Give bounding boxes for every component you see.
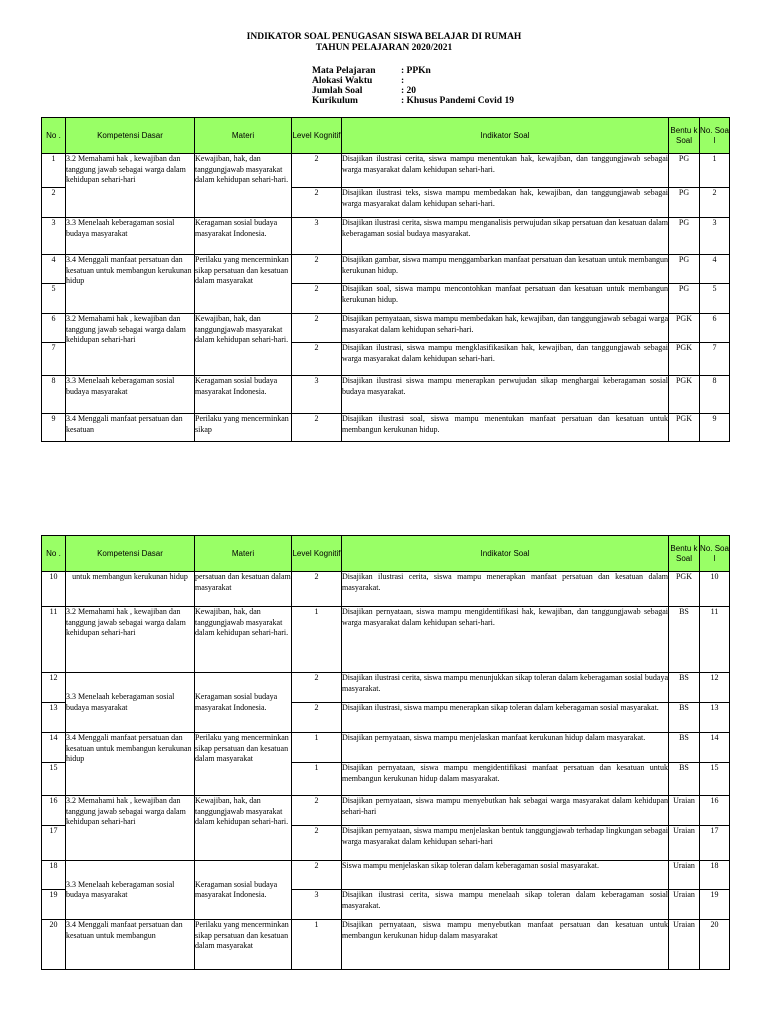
col-header-level-kognitif: Level Kognitif <box>292 536 342 572</box>
meta-info <box>312 66 514 106</box>
table-row: 14 3.4 Menggali manfaat persatuan dan kesatuan untuk membangun kerukunan hidup Perilaku yang mencerminkan sikap persatuan dan kesatuan dalam masyarakat 1 Disajikan pernyataan, siswa mampu menjelaskan manfaat kerukunan hidup dalam masyarakat. BS 14 <box>42 733 730 763</box>
table-row: 5 2 Disajikan soal, siswa mampu mencontohkan manfaat persatuan dan kesatuan untuk membangun kerukunan hidup. PG 5 <box>42 284 730 314</box>
col-header-level-kognitif: Level Kognitif <box>292 118 342 154</box>
col-header-bentuk-soal: Bentu k Soal <box>669 118 700 154</box>
col-header-indikator-soal: Indikator Soal <box>342 536 669 572</box>
kompetensi-dasar-cell: 3.4 Menggali manfaat persatuan dan kesatuan untuk membangun kerukunan hidup <box>66 255 195 314</box>
materi-cell: Kewajiban, hak, dan tanggungjawab masyarakat dalam kehidupan sehari-hari. <box>195 314 292 376</box>
table-row: 10 untuk membangun kerukunan hidup persatuan dan kesatuan dalam masyarakat 2 Disajikan ilustrasi cerita, siswa mampu menerapkan manfaat persatuan dan kesatuan dalam masyarakat. PGK 10 <box>42 572 730 607</box>
materi-cell: Kewajiban, hak, dan tanggungjawab masyarakat dalam kehidupan sehari-hari. <box>195 607 292 673</box>
indikator-cell: Disajikan ilustrasi cerita, siswa mampu menentukan hak, kewajiban, dan tanggungjawab sebagai warga masyarakat dalam kehidupan sehari-hari. <box>342 154 669 188</box>
indikator-cell: Disajikan ilustrasi cerita, siswa mampu menelaah sikap toleran dalam keberagaman sosial masyarakat. <box>342 890 669 920</box>
indikator-cell: Disajikan ilustrasi teks, siswa mampu membedakan hak, kewajiban, dan tanggungjawab sebagai warga masyarakat dalam kehidupan sehari-hari. <box>342 188 669 218</box>
col-header-no-soal: No. Soa l <box>700 118 730 154</box>
indicator-table-1 <box>41 117 730 442</box>
kompetensi-dasar-cell: 3.4 Menggali manfaat persatuan dan kesatuan <box>66 414 195 442</box>
col-header-no: No . <box>42 536 66 572</box>
table-row: 13 2 Disajikan ilustrasi, siswa mampu menerapkan sikap toleran dalam keberagaman sosial masyarakat. BS 13 <box>42 703 730 733</box>
kompetensi-dasar-cell: untuk membangun kerukunan hidup <box>66 572 195 607</box>
col-header-bentuk-soal: Bentu k Soal <box>669 536 700 572</box>
document-title: INDIKATOR SOAL PENUGASAN SISWA BELAJAR DI RUMAH <box>246 32 522 42</box>
indikator-cell: Disajikan pernyataan, siswa mampu mengidentifikasi hak, kewajiban, dan tanggungjawab sebagai warga masyarakat dalam kehidupan sehari-hari. <box>342 607 669 673</box>
indikator-cell: Disajikan ilustrasi, siswa mampu menerapkan sikap toleran dalam keberagaman sosial masyarakat. <box>342 703 669 733</box>
indikator-cell: Disajikan pernyataan, siswa mampu membedakan hak, kewajiban, dan tanggungjawab sebagai warga masyarakat dalam kehidupan sehari-hari. <box>342 314 669 343</box>
materi-cell: Keragaman sosial budaya masyarakat Indonesia. <box>195 673 292 733</box>
table-row: 11 3.2 Memahami hak , kewajiban dan tanggung jawab sebagai warga dalam kehidupan sehari-hari Kewajiban, hak, dan tanggungjawab masyarakat dalam kehidupan sehari-hari. 1 Disajikan pernyataan, siswa mampu mengidentifikasi hak, kewajiban, dan tanggungjawab sebagai warga masyarakat dalam kehidupan sehari-hari. BS 11 <box>42 607 730 673</box>
kompetensi-dasar-cell: 3.3 Menelaah keberagaman sosial budaya masyarakat <box>66 218 195 255</box>
document-subtitle: TAHUN PELAJARAN 2020/2021 <box>315 43 453 53</box>
indikator-cell: Disajikan gambar, siswa mampu menggambarkan manfaat persatuan dan kesatuan untuk membangun kerukunan hidup. <box>342 255 669 284</box>
table-row: 2 2 Disajikan ilustrasi teks, siswa mampu membedakan hak, kewajiban, dan tanggungjawab sebagai warga masyarakat dalam kehidupan sehari-hari. PG 2 <box>42 188 730 218</box>
table-row: 3 3.3 Menelaah keberagaman sosial budaya masyarakat Keragaman sosial budaya masyarakat Indonesia. 3 Disajikan ilustrasi cerita, siswa mampu menganalisis perwujudan sikap persatuan dan kesatuan dalam keberagaman sosial budaya masyarakat. PG 3 <box>42 218 730 255</box>
indikator-cell: Disajikan ilustrasi, siswa mampu mengklasifikasikan hak, kewajiban, dan tanggungjawab sebagai warga masyarakat dalam kehidupan sehari-hari. <box>342 343 669 376</box>
indikator-cell: Disajikan pernyataan, siswa mampu menyebutkan hak sebagai warga masyarakat dalam kehidupan sehari-hari <box>342 796 669 826</box>
table-row: 16 3.2 Memahami hak , kewajiban dan tanggung jawab sebagai warga dalam kehidupan sehari-hari Kewajiban, hak, dan tanggungjawab masyarakat dalam kehidupan sehari-hari. 2 Disajikan pernyataan, siswa mampu menyebutkan hak sebagai warga masyarakat dalam kehidupan sehari-hari Uraian 16 <box>42 796 730 826</box>
materi-cell: Kewajiban, hak, dan tanggungjawab masyarakat dalam kehidupan sehari-hari. <box>195 796 292 861</box>
table-row: 7 2 Disajikan ilustrasi, siswa mampu mengklasifikasikan hak, kewajiban, dan tanggungjawab sebagai warga masyarakat dalam kehidupan sehari-hari. PGK 7 <box>42 343 730 376</box>
col-header-materi: Materi <box>195 118 292 154</box>
kompetensi-dasar-cell: 3.4 Menggali manfaat persatuan dan kesatuan untuk membangun kerukunan hidup <box>66 733 195 796</box>
materi-cell: Perilaku yang mencerminkan sikap persatuan dan kesatuan dalam masyarakat <box>195 255 292 314</box>
materi-cell: Perilaku yang mencerminkan sikap persatuan dan kesatuan dalam masyarakat <box>195 920 292 970</box>
kompetensi-dasar-cell: 3.2 Memahami hak , kewajiban dan tanggung jawab sebagai warga dalam kehidupan sehari-hari <box>66 796 195 861</box>
table-row: 20 3.4 Menggali manfaat persatuan dan kesatuan untuk membangun Perilaku yang mencerminkan sikap persatuan dan kesatuan dalam masyarakat 1 Disajikan pernyataan, siswa mampu menyebutkan manfaat persatuan dan kesatuan untuk membangun kerukunan hidup dalam masyarakat Uraian 20 <box>42 920 730 970</box>
col-header-kompetensi-dasar: Kompetensi Dasar <box>66 118 195 154</box>
col-header-indikator-soal: Indikator Soal <box>342 118 669 154</box>
indikator-cell: Siswa mampu menjelaskan sikap toleran dalam keberagaman sosial masyarakat. <box>342 861 669 890</box>
kompetensi-dasar-cell: 3.2 Memahami hak , kewajiban dan tanggung jawab sebagai warga dalam kehidupan sehari-hari <box>66 314 195 376</box>
materi-cell: Keragaman sosial budaya masyarakat Indonesia. <box>195 861 292 920</box>
meta-row-time: Alokasi Waktu : <box>312 76 405 86</box>
indikator-cell: Disajikan soal, siswa mampu mencontohkan manfaat persatuan dan kesatuan untuk membangun kerukunan hidup. <box>342 284 669 314</box>
kompetensi-dasar-cell: 3.3 Menelaah keberagaman sosial budaya masyarakat <box>66 861 195 920</box>
table-row: 19 3 Disajikan ilustrasi cerita, siswa mampu menelaah sikap toleran dalam keberagaman sosial masyarakat. Uraian 19 <box>42 890 730 920</box>
kompetensi-dasar-cell: 3.2 Memahami hak , kewajiban dan tanggung jawab sebagai warga dalam kehidupan sehari-hari <box>66 607 195 673</box>
materi-cell: Kewajiban, hak, dan tanggungjawab masyarakat dalam kehidupan sehari-hari. <box>195 154 292 218</box>
materi-cell: Perilaku yang mencerminkan sikap persatuan dan kesatuan dalam masyarakat <box>195 733 292 796</box>
table-header-row <box>42 536 730 572</box>
indikator-cell: Disajikan pernyataan, siswa mampu mengidentifikasi manfaat persatuan dan kesatuan untuk membangun kerukunan hidup dalam masyarakat. <box>342 763 669 796</box>
materi-cell: Perilaku yang mencerminkan sikap <box>195 414 292 442</box>
col-header-no: No . <box>42 118 66 154</box>
indikator-cell: Disajikan ilustrasi siswa mampu menerapkan perwujudan sikap menghargai keberagaman sosial budaya masyarakat. <box>342 376 669 414</box>
materi-cell: persatuan dan kesatuan dalam masyarakat <box>195 572 292 607</box>
kompetensi-dasar-cell: 3.4 Menggali manfaat persatuan dan kesatuan untuk membangun <box>66 920 195 970</box>
table-row: 1 3.2 Memahami hak , kewajiban dan tanggung jawab sebagai warga dalam kehidupan sehari-hari Kewajiban, hak, dan tanggungjawab masyarakat dalam kehidupan sehari-hari. 2 Disajikan ilustrasi cerita, siswa mampu menentukan hak, kewajiban, dan tanggungjawab sebagai warga masyarakat dalam kehidupan sehari-hari. PG 1 <box>42 154 730 188</box>
indikator-cell: Disajikan ilustrasi cerita, siswa mampu menerapkan manfaat persatuan dan kesatuan dalam masyarakat. <box>342 572 669 607</box>
col-header-kompetensi-dasar: Kompetensi Dasar <box>66 536 195 572</box>
col-header-no-soal: No. Soa l <box>700 536 730 572</box>
table-row: 8 3.3 Menelaah keberagaman sosial budaya masyarakat Keragaman sosial budaya masyarakat Indonesia. 3 Disajikan ilustrasi siswa mampu menerapkan perwujudan sikap menghargai keberagaman sosial budaya masyarakat. PGK 8 <box>42 376 730 414</box>
indikator-cell: Disajikan ilustrasi cerita, siswa mampu menunjukkan sikap toleran dalam keberagaman sosial budaya masyarakat. <box>342 673 669 703</box>
indicator-table-2 <box>41 535 730 970</box>
table-row: 12 3.3 Menelaah keberagaman sosial budaya masyarakat Keragaman sosial budaya masyarakat Indonesia. 2 Disajikan ilustrasi cerita, siswa mampu menunjukkan sikap toleran dalam keberagaman sosial budaya masyarakat. BS 12 <box>42 673 730 703</box>
indikator-cell: Disajikan pernyataan, siswa mampu menjelaskan bentuk tanggungjawab terhadap lingkungan sebagai warga masyarakat dalam kehidupan sehari-hari <box>342 826 669 861</box>
table-row: 17 2 Disajikan pernyataan, siswa mampu menjelaskan bentuk tanggungjawab terhadap lingkungan sebagai warga masyarakat dalam kehidupan sehari-hari Uraian 17 <box>42 826 730 861</box>
table-row: 6 3.2 Memahami hak , kewajiban dan tanggung jawab sebagai warga dalam kehidupan sehari-hari Kewajiban, hak, dan tanggungjawab masyarakat dalam kehidupan sehari-hari. 2 Disajikan pernyataan, siswa mampu membedakan hak, kewajiban, dan tanggungjawab sebagai warga masyarakat dalam kehidupan sehari-hari. PGK 6 <box>42 314 730 343</box>
kompetensi-dasar-cell: 3.3 Menelaah keberagaman sosial budaya masyarakat <box>66 376 195 414</box>
kompetensi-dasar-cell: 3.2 Memahami hak , kewajiban dan tanggung jawab sebagai warga dalam kehidupan sehari-hari <box>66 154 195 218</box>
table-header-row <box>42 118 730 154</box>
table-row: 4 3.4 Menggali manfaat persatuan dan kesatuan untuk membangun kerukunan hidup Perilaku yang mencerminkan sikap persatuan dan kesatuan dalam masyarakat 2 Disajikan gambar, siswa mampu menggambarkan manfaat persatuan dan kesatuan untuk membangun kerukunan hidup. PG 4 <box>42 255 730 284</box>
indikator-cell: Disajikan pernyataan, siswa mampu menjelaskan manfaat kerukunan hidup dalam masyarakat. <box>342 733 669 763</box>
col-header-materi: Materi <box>195 536 292 572</box>
indikator-cell: Disajikan pernyataan, siswa mampu menyebutkan manfaat persatuan dan kesatuan untuk membangun kerukunan hidup dalam masyarakat <box>342 920 669 970</box>
indikator-cell: Disajikan ilustrasi cerita, siswa mampu menganalisis perwujudan sikap persatuan dan kesatuan dalam keberagaman sosial budaya masyarakat. <box>342 218 669 255</box>
materi-cell: Keragaman sosial budaya masyarakat Indonesia. <box>195 218 292 255</box>
materi-cell: Keragaman sosial budaya masyarakat Indonesia. <box>195 376 292 414</box>
meta-row-count: Jumlah Soal : 20 <box>312 86 417 96</box>
table-row: 18 3.3 Menelaah keberagaman sosial budaya masyarakat Keragaman sosial budaya masyarakat Indonesia. 2 Siswa mampu menjelaskan sikap toleran dalam keberagaman sosial masyarakat. Uraian 18 <box>42 861 730 890</box>
meta-row-curriculum: Kurikulum : Khusus Pandemi Covid 19 <box>312 96 514 106</box>
table-row: 9 3.4 Menggali manfaat persatuan dan kesatuan Perilaku yang mencerminkan sikap 2 Disajikan ilustrasi soal, siswa mampu menentukan manfaat persatuan dan kesatuan untuk membangun kerukunan hidup. PGK 9 <box>42 414 730 442</box>
indikator-cell: Disajikan ilustrasi soal, siswa mampu menentukan manfaat persatuan dan kesatuan untuk membangun kerukunan hidup. <box>342 414 669 442</box>
meta-row-subject: Mata Pelajaran : PPKn <box>312 66 431 76</box>
kompetensi-dasar-cell: 3.3 Menelaah keberagaman sosial budaya masyarakat <box>66 673 195 733</box>
table-row: 15 1 Disajikan pernyataan, siswa mampu mengidentifikasi manfaat persatuan dan kesatuan untuk membangun kerukunan hidup dalam masyarakat. BS 15 <box>42 763 730 796</box>
